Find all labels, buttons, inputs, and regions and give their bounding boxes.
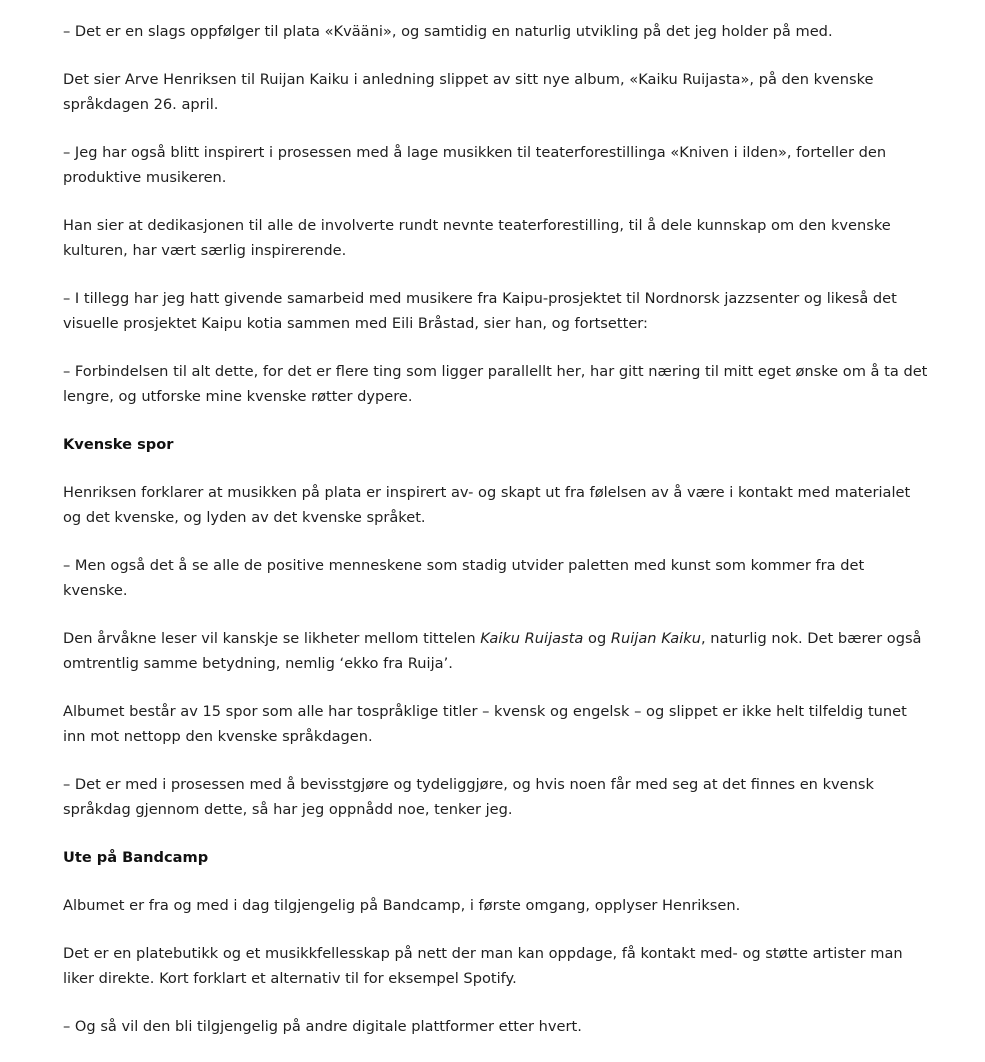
album-title-italic: Kaiku Ruijasta xyxy=(480,630,584,647)
text-fragment: , naturlig nok. Det bærer også omtrentlig samme betydning, nemlig ‘ekko fra Ruija’. xyxy=(63,630,922,672)
article-body xyxy=(63,19,929,1062)
paragraph-intro-quote: – Det er en slags oppfølger til plata «Kvääni», og samtidig en naturlig utvikling på det jeg holder på med. xyxy=(63,23,833,40)
paragraph-collaboration-quote: – I tillegg har jeg hatt givende samarbeid med musikere fra Kaipu-prosjektet til Nordnorsk jazzsenter og likeså det visuelle prosjektet Kaipu kotia sammen med Eili Bråstad, sier han, og fortsetter: xyxy=(63,290,897,332)
paragraph-other-platforms-quote: – Og så vil den bli tilgjengelig på andre digitale plattformer etter hvert. xyxy=(63,1018,582,1035)
section-heading-bandcamp: Ute på Bandcamp xyxy=(63,849,209,866)
text-fragment: og xyxy=(583,630,611,647)
paragraph-inspiration: Henriksen forklarer at musikken på plata er inspirert av- og skapt ut fra følelsen av å være i kontakt med materialet og det kvenske, og lyden av det kvenske språket. xyxy=(63,484,911,526)
text-fragment: Den årvåkne leser vil kanskje se likheter mellom tittelen xyxy=(63,630,481,647)
paragraph-availability: Albumet er fra og med i dag tilgjengelig på Bandcamp, i første omgang, opplyser Henriksen. xyxy=(63,897,741,914)
paragraph-bandcamp-description: Det er en platebutikk og et musikkfellesskap på nett der man kan oppdage, få kontakt med- og støtte artister man liker direkte. Kort forklart et alternativ til for eksempel Spotify. xyxy=(63,945,903,987)
paragraph-awareness-quote: – Det er med i prosessen med å bevisstgjøre og tydeliggjøre, og hvis noen får med seg at det finnes en kvensk språkdag gjennom dette, så har jeg oppnådd noe, tenker jeg. xyxy=(63,776,874,818)
paragraph-positive-people-quote: – Men også det å se alle de positive menneskene som stadig utvider paletten med kunst som kommer fra det kvenske. xyxy=(63,557,865,599)
paragraph-theater-quote: – Jeg har også blitt inspirert i prosessen med å lage musikken til teaterforestillinga «Kniven i ilden», forteller den produktive musikeren. xyxy=(63,144,887,186)
paragraph-connection-quote: – Forbindelsen til alt dette, for det er flere ting som ligger parallellt her, har gitt næring til mitt eget ønske om å ta det lengre, og utforske mine kvenske røtter dypere. xyxy=(63,363,928,405)
newspaper-title-italic: Ruijan Kaiku xyxy=(610,630,701,647)
paragraph-attribution: Det sier Arve Henriksen til Ruijan Kaiku i anledning slippet av sitt nye album, «Kaiku Ruijasta», på den kvenske språkdagen 26. april. xyxy=(63,71,874,113)
paragraph-dedication: Han sier at dedikasjonen til alle de involverte rundt nevnte teaterforestilling, til å dele kunnskap om den kvenske kulturen, har vært særlig inspirerende. xyxy=(63,217,891,259)
section-heading-kvenske-spor: Kvenske spor xyxy=(63,436,174,453)
paragraph-title-similarity xyxy=(63,626,929,676)
paragraph-track-count: Albumet består av 15 spor som alle har tospråklige titler – kvensk og engelsk – og slippet er ikke helt tilfeldig tunet inn mot nettopp den kvenske språkdagen. xyxy=(63,703,907,745)
